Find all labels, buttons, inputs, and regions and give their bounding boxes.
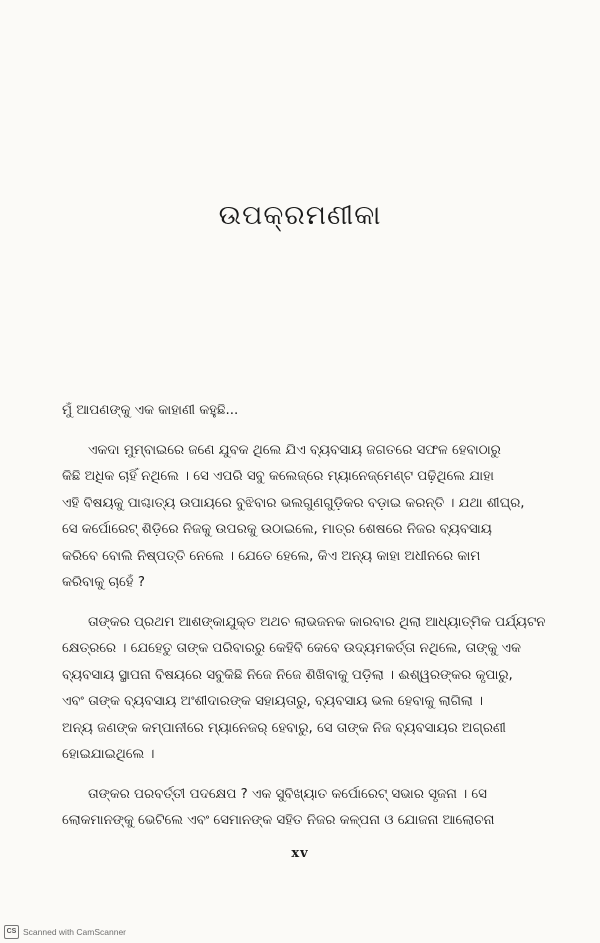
body-text [62,398,552,835]
page-number: xv [291,846,309,861]
text-line: ହୋଇଯାଇଥିଲେ । [62,747,155,762]
text-line: କରିବେ ବୋଲି ନିଷ୍ପତ୍ତି ନେଲେ । ଯେତେ ହେଲେ, କିଏ ଅନ୍ୟ କାହା ଅଧୀନରେ କାମ [62,548,481,564]
text-line: କରିବାକୁ ଚାହେଁ ? [62,575,145,590]
text-line: ଏବଂ ତାଙ୍କ ବ୍ୟବସାୟ ଅଂଶୀଦାରଙ୍କ ସହାୟତାରୁ, ବ୍ୟବସାୟ ଭଲ ହେବାକୁ ଲାଗିଲା । [62,694,484,709]
paragraph [62,398,552,425]
text-line: ବ୍ୟବସାୟ ସ୍ଥାପନା ବିଷୟରେ ସବୁକିଛି ନିଜେ ନିଜେ ଶିଖିବାକୁ ପଡ଼ିଲା । ଈଶ୍ୱରଙ୍କର କୃପାରୁ, [62,667,513,683]
text-line: ଏକଦା ମୁମ୍ବାଇରେ ଜଣେ ଯୁବକ ଥିଲେ ଯିଏ ବ୍ୟବସାୟ ଜଗତରେ ସଫଳ ହେବାଠାରୁ [88,442,501,458]
text-line: କିଛି ଅଧିକ ଚାହିଁ ନଥିଲେ । ସେ ଏପରି ସବୁ କଲେଜ୍‌ରେ ମ୍ୟାନେଜ୍‌ମେଣ୍ଟ ପଢ଼ିଥିଲେ ଯାହା [62,469,494,484]
camscanner-logo-icon: CS [4,925,19,939]
text-line: ତାଙ୍କର ପରବର୍ତ୍ତୀ ପଦକ୍ଷେପ ? ଏକ ସୁବିଖ୍ୟାତ କର୍ପୋରେଟ୍ ସଭାର ସୃଜନା । ସେ [88,786,487,802]
paragraph [62,610,552,769]
text-line: ତାଙ୍କର ପ୍ରଥମ ଆଶଙ୍କାଯୁକ୍ତ ଅଥଚ ଲାଭଜନକ କାରବାର ଥିଲା ଆଧ୍ୟାତ୍ମିକ ପର୍ଯ୍ୟଟନ [88,614,546,630]
text-line: ମୁଁ ଆପଣଙ୍କୁ ଏକ କାହାଣୀ କହୁଛି... [62,403,239,418]
scanner-watermark [4,925,126,939]
paragraph [62,782,552,835]
text-line: କ୍ଷେତ୍ରରେ । ଯେହେତୁ ତାଙ୍କ ପରିବାରରୁ କେହିବି କେବେ ଉଦ୍ୟମକର୍ତ୍ତା ନଥିଲେ, ତାଙ୍କୁ ଏକ [62,641,521,656]
text-line: ଲୋକମାନଙ୍କୁ ଭେଟିଲେ ଏବଂ ସେମାନଙ୍କ ସହିତ ନିଜର କଳ୍ପନା ଓ ଯୋଜନା ଆଲୋଚନା [62,813,495,828]
watermark-text: Scanned with CamScanner [23,927,127,937]
text-line: ଅନ୍ୟ ଜଣଙ୍କ କମ୍ପାନୀରେ ମ୍ୟାନେଜର୍ ହେବାରୁ, ସେ ତାଙ୍କ ନିଜ ବ୍ୟବସାୟର ଅଗ୍ରଣୀ [62,720,506,736]
text-line: ସେ କର୍ପୋରେଟ୍ ଶିଡ଼ିରେ ନିଜକୁ ଉପରକୁ ଉଠାଇଲେ, ମାତ୍ର ଶେଷରେ ନିଜର ବ୍ୟବସାୟ [62,522,492,537]
chapter-title: ଉପକ୍ରମଣୀକା [218,200,382,231]
paragraph [62,438,552,597]
text-line: ଏହି ବିଷୟକୁ ପାଶ୍ଚାତ୍ୟ ଉପାୟରେ ବୁଝିବାର ଭଲଗୁଣଗୁଡ଼ିକର ବଡ଼ାଇ କରନ୍ତି । ଯଥା ଶୀଘ୍ର, [62,495,525,511]
